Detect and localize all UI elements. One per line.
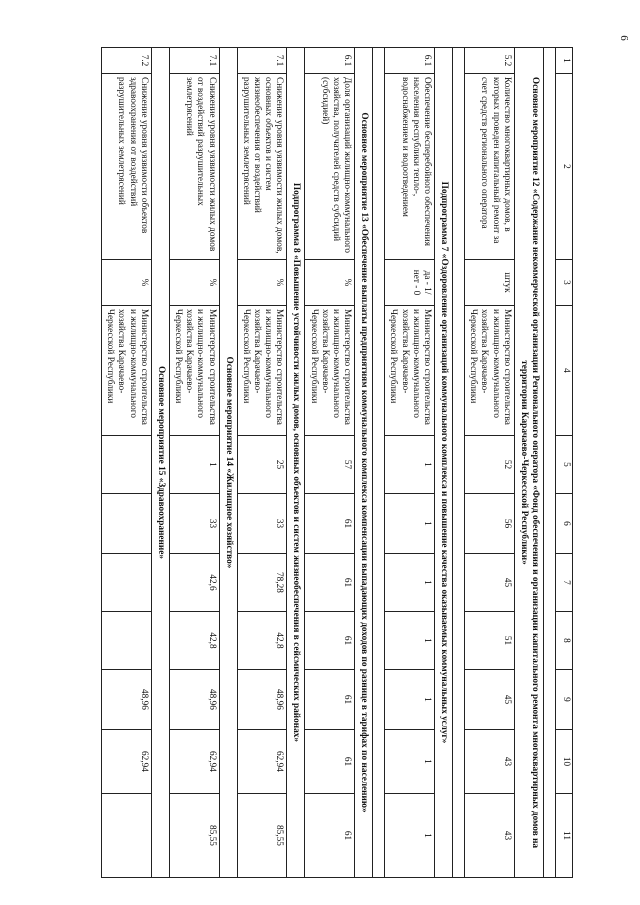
value-cell: 61 (305, 612, 355, 670)
value-cell: 1 (385, 436, 435, 494)
indicator-name: Снижение уровня уязвимости жилых домов, основных объектов и систем жизнеобеспечения от воздействий разрушительных землетрясений (237, 74, 287, 260)
section-title: Подпрограмма 7 «Оздоровление организаций коммунального комплекса и повышение качества оказываемых коммунальных услуг» (434, 48, 452, 878)
responsible-org: Министерство строительства и жилищно-коммунального хозяйства Карачаево-Черкесской Республики (385, 306, 435, 436)
value-cell: 85,55 (169, 794, 219, 878)
value-cell (102, 794, 152, 878)
rotated-page (47, 47, 573, 877)
table-row (465, 48, 515, 878)
value-cell: 51 (465, 612, 515, 670)
section-title: Основное мероприятие 15 «Здравоохранение» (151, 48, 169, 878)
responsible-org: Министерство строительства и жилищно-коммунального хозяйства Карачаево-Черкесской Республики (237, 306, 287, 436)
value-cell: 33 (169, 494, 219, 554)
value-cell (102, 612, 152, 670)
value-cell: 57 (305, 436, 355, 494)
table-row (305, 48, 355, 878)
unit: % (237, 260, 287, 306)
value-cell: 45 (465, 554, 515, 612)
row-number: 6.1 (305, 48, 355, 74)
value-cell: 45 (465, 670, 515, 730)
header-row (556, 48, 573, 878)
section-title: Основное мероприятие 14 «Жилищное хозяйство» (219, 48, 237, 878)
col-7: 7 (556, 554, 573, 612)
col-9: 9 (556, 670, 573, 730)
unit: да - 1/ нет - 0 (385, 260, 435, 306)
table-row (385, 48, 435, 878)
unit: % (102, 260, 152, 306)
col-2: 2 (556, 74, 573, 260)
unit: штук (465, 260, 515, 306)
value-cell: 1 (385, 494, 435, 554)
value-cell: 61 (305, 554, 355, 612)
value-cell: 1 (385, 730, 435, 794)
value-cell: 56 (465, 494, 515, 554)
spacer (373, 48, 385, 878)
row-number: 7.1 (237, 48, 287, 74)
col-1: 1 (556, 48, 573, 74)
unit: % (169, 260, 219, 306)
responsible-org: Министерство строительства и жилищно-коммунального хозяйства Карачаево-Черкесской Республики (465, 306, 515, 436)
value-cell (102, 554, 152, 612)
value-cell: 1 (385, 554, 435, 612)
col-8: 8 (556, 612, 573, 670)
value-cell: 61 (305, 670, 355, 730)
table-row (237, 48, 287, 878)
value-cell: 62,94 (102, 730, 152, 794)
indicator-name: Доля организаций жилищно-коммунального хозяйства, получателей средств субсидий (субсидией) (305, 74, 355, 260)
value-cell: 85,55 (237, 794, 287, 878)
row-number: 7.1 (169, 48, 219, 74)
value-cell (102, 494, 152, 554)
responsible-org: Министерство строительства и жилищно-коммунального хозяйства Карачаево-Черкесской Республики (169, 306, 219, 436)
indicator-name: Количество многоквартирных домов, в которых проведен капитальный ремонт за счет средств регионального оператора (465, 74, 515, 260)
responsible-org: Министерство строительства и жилищно-коммунального хозяйства Карачаево-Черкесской Республики (305, 306, 355, 436)
indicator-table-sheet (47, 47, 573, 877)
responsible-org: Министерство строительства и жилищно-коммунального хозяйства Карачаево-Черкесской Республики (102, 306, 152, 436)
value-cell: 42,8 (237, 612, 287, 670)
value-cell (102, 436, 152, 494)
table-row (169, 48, 219, 878)
value-cell: 62,94 (237, 730, 287, 794)
value-cell: 43 (465, 730, 515, 794)
value-cell: 43 (465, 794, 515, 878)
col-6: 6 (556, 494, 573, 554)
value-cell: 62,94 (169, 730, 219, 794)
row-number: 7.2 (102, 48, 152, 74)
value-cell: 42,8 (169, 612, 219, 670)
value-cell: 48,96 (169, 670, 219, 730)
indicator-table (101, 47, 573, 878)
indicator-name: Снижение уровня уязвимости жилых домов от воздействий разрушительных землетрясений (169, 74, 219, 260)
value-cell: 1 (385, 794, 435, 878)
col-5: 5 (556, 436, 573, 494)
value-cell: 48,96 (102, 670, 152, 730)
unit: % (305, 260, 355, 306)
spacer (544, 48, 556, 878)
col-11: 11 (556, 794, 573, 878)
section-title: Основное мероприятие 12 «Содержание некоммерческой организации Регионального оператора «Фонд обеспечения и организации капитального ремонта многоквартирных домов на территории Карачаево-Черкесской Республики» (514, 48, 543, 878)
section-title: Основное мероприятие 13 «Обеспечение выплаты предприятиям коммунального комплекса компенсации выпадающих доходов по разнице в тарифах по населению» (355, 48, 373, 878)
spacer (453, 48, 465, 878)
page-number: 6 (618, 35, 630, 41)
value-cell: 33 (237, 494, 287, 554)
col-3: 3 (556, 260, 573, 306)
value-cell: 48,96 (237, 670, 287, 730)
value-cell: 52 (465, 436, 515, 494)
row-number: 5.2 (465, 48, 515, 74)
section-title: Подпрограмма 8 «Повышение устойчивости жилых домов, основных объектов и систем жизнеобеспечения в сейсмических районах» (287, 48, 305, 878)
value-cell: 61 (305, 794, 355, 878)
value-cell: 1 (385, 670, 435, 730)
indicator-name: Обеспечение бесперебойного обеспечения населения республики тепло-, водоснабжением и водоотведением (385, 74, 435, 260)
row-number: 6.1 (385, 48, 435, 74)
col-10: 10 (556, 730, 573, 794)
value-cell: 42,6 (169, 554, 219, 612)
value-cell: 1 (169, 436, 219, 494)
value-cell: 61 (305, 494, 355, 554)
value-cell: 78,28 (237, 554, 287, 612)
value-cell: 61 (305, 730, 355, 794)
value-cell: 25 (237, 436, 287, 494)
indicator-name: Снижение уровня уязвимости объектов здравоохранения от воздействий разрушительных землетрясений (102, 74, 152, 260)
col-4: 4 (556, 306, 573, 436)
value-cell: 1 (385, 612, 435, 670)
table-row (102, 48, 152, 878)
